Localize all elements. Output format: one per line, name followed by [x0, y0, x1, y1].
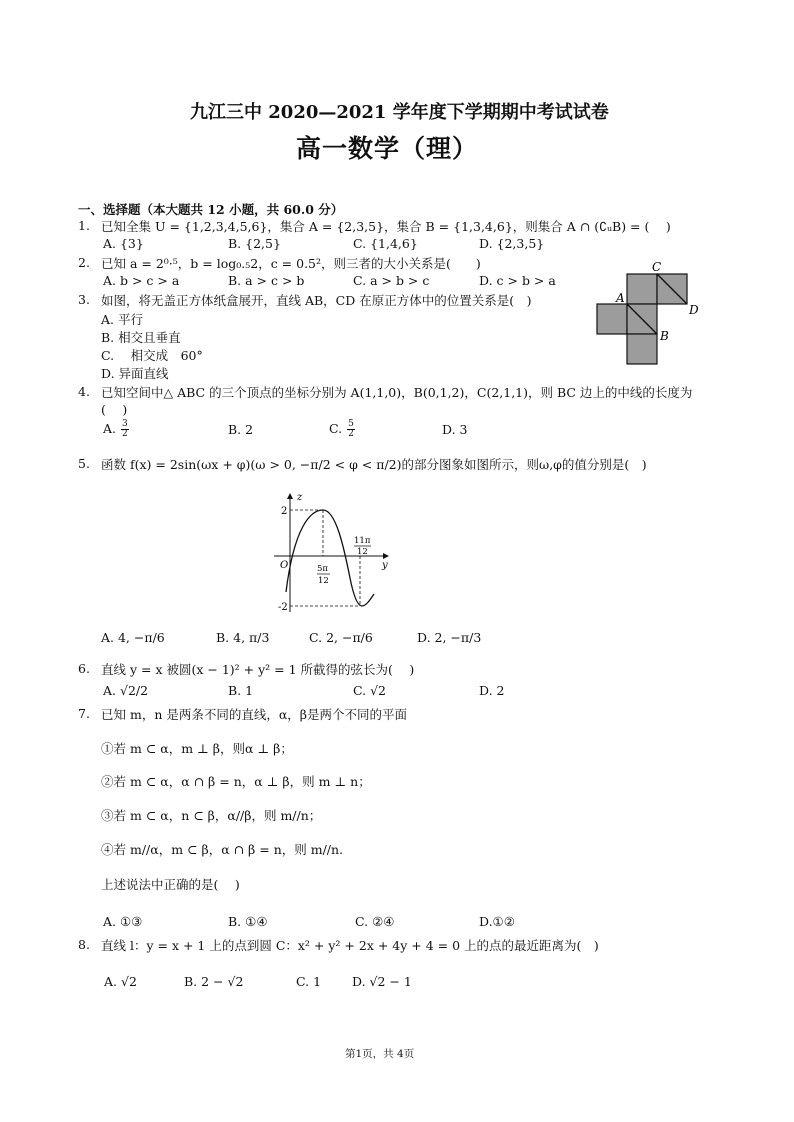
- option-d: D. {2,3,5}: [479, 236, 545, 251]
- page-footer: 第1页，共 4页: [345, 1048, 415, 1060]
- option-c: [329, 420, 356, 439]
- question-stem: 函数 f(x) = 2sin(ωx + φ)(ω > 0, −π/2 < φ < π/2)的部分图象如图所示，则ω,φ的值分别是( ): [101, 457, 647, 472]
- tick-x2-den: 12: [357, 547, 368, 557]
- option-c: C. √2: [353, 683, 386, 698]
- label-a: A: [616, 291, 625, 305]
- option-b: B. a > c > b: [228, 273, 305, 288]
- y-label: y: [382, 560, 388, 571]
- question-number: 2.: [78, 255, 90, 270]
- option-c: C. 1: [296, 974, 322, 989]
- tick-x1-num: 5π: [317, 564, 328, 574]
- question-stem: 直线 y = x 被圆(x − 1)² + y² = 1 所截得的弦长为( ): [101, 662, 415, 677]
- label-c: C: [652, 260, 662, 274]
- option-c: C. ②④: [355, 914, 395, 929]
- exam-subtitle: 高一数学（理）: [296, 134, 479, 163]
- numerator: 5: [348, 419, 354, 429]
- denominator: 2: [122, 429, 128, 439]
- option-c: C. 2, −π/6: [309, 630, 373, 645]
- question-number: 4.: [78, 384, 90, 399]
- statement-1: ①若 m ⊂ α，m ⊥ β，则α ⊥ β；: [101, 741, 293, 756]
- option-a: [103, 420, 130, 439]
- option-a: A. 4, −π/6: [101, 630, 165, 645]
- fraction: [121, 420, 129, 439]
- question-ask: 上述说法中正确的是( ): [101, 877, 240, 892]
- question-stem-cont: ( ): [101, 402, 128, 417]
- net-square: [597, 304, 627, 334]
- option-d: D. 2: [479, 683, 505, 698]
- option-b: B. 相交且垂直: [101, 330, 181, 345]
- question-number: 5.: [78, 456, 90, 471]
- option-a: A. ①③: [103, 914, 143, 929]
- sine-graph-figure: [270, 488, 400, 618]
- question-number: 6.: [78, 661, 90, 676]
- sine-curve: [286, 510, 374, 606]
- denominator: 2: [348, 429, 354, 439]
- question-stem: 已知 a = 2⁰·⁵，b = log₀.₅2，c = 0.5²，则三者的大小关系是( ): [101, 256, 481, 271]
- option-c: C. 相交成 60°: [101, 348, 203, 363]
- option-d: D. 3: [442, 422, 468, 437]
- option-d: D. c > b > a: [479, 273, 556, 288]
- option-d: D.①②: [479, 914, 515, 929]
- option-b: B. 2: [228, 422, 254, 437]
- question-stem: 已知全集 U = {1,2,3,4,5,6}，集合 A = {2,3,5}，集合 B = {1,3,4,6}，则集合 A ∩ (∁ᵤB) = ( ): [101, 219, 671, 234]
- option-c: C. a > b > c: [353, 273, 430, 288]
- question-number: 8.: [78, 937, 90, 952]
- net-square: [627, 274, 657, 304]
- label-b: B: [660, 329, 669, 343]
- exam-title: 九江三中 2020—2021 学年度下学期期中考试试卷: [190, 102, 609, 123]
- fraction: [347, 420, 355, 439]
- option-a: A. √2/2: [103, 683, 149, 698]
- option-a: A. 平行: [101, 312, 143, 327]
- option-b: B. ①④: [228, 914, 268, 929]
- option-a: A. √2: [104, 974, 137, 989]
- question-number: 1.: [78, 218, 90, 233]
- z-label: z: [297, 492, 303, 503]
- option-a: A. b > c > a: [103, 273, 180, 288]
- statement-3: ③若 m ⊂ α，n ⊂ β，α//β，则 m//n；: [101, 808, 322, 823]
- numerator: 3: [122, 419, 128, 429]
- statement-4: ④若 m//α，m ⊂ β，α ∩ β = n，则 m//n.: [101, 842, 344, 857]
- label-d: D: [689, 303, 699, 317]
- statement-2: ②若 m ⊂ α，α ∩ β = n，α ⊥ β，则 m ⊥ n；: [101, 774, 371, 789]
- cube-net-figure: [592, 258, 704, 370]
- option-b: B. {2,5}: [228, 236, 281, 251]
- option-b: B. 2 − √2: [184, 974, 244, 989]
- question-stem: 已知空间中△ ABC 的三个顶点的坐标分别为 A(1,1,0)，B(0,1,2)，C(2,1,1)，则 BC 边上的中线的长度为: [101, 385, 693, 400]
- section-heading: 一、选择题（本大题共 12 小题，共 60.0 分）: [78, 202, 344, 217]
- net-square: [627, 334, 657, 364]
- option-a-label: A.: [103, 421, 117, 436]
- question-stem: 已知 m，n 是两条不同的直线，α，β是两个不同的平面: [101, 707, 408, 722]
- tick-x2-num: 11π: [354, 536, 371, 546]
- origin-label: O: [280, 560, 289, 571]
- question-number: 7.: [78, 706, 90, 721]
- option-a: A. {3}: [103, 236, 144, 251]
- option-d: D. 2, −π/3: [417, 630, 482, 645]
- question-number: 3.: [78, 292, 90, 307]
- option-b: B. 4, π/3: [216, 630, 270, 645]
- question-stem: 如图，将无盖正方体纸盒展开，直线 AB，CD 在原正方体中的位置关系是( ): [101, 293, 532, 308]
- option-b: B. 1: [228, 683, 254, 698]
- option-d: D. √2 − 1: [352, 974, 412, 989]
- question-stem: 直线 l：y = x + 1 上的点到圆 C：x² + y² + 2x + 4y + 4 = 0 上的点的最近距离为( ): [101, 938, 599, 953]
- tick-bottom: -2: [278, 602, 288, 613]
- option-c: C. {1,4,6}: [353, 236, 418, 251]
- tick-top: 2: [281, 506, 288, 517]
- option-c-label: C.: [329, 421, 343, 436]
- option-d: D. 异面直线: [101, 366, 169, 381]
- tick-x1-den: 12: [318, 576, 329, 586]
